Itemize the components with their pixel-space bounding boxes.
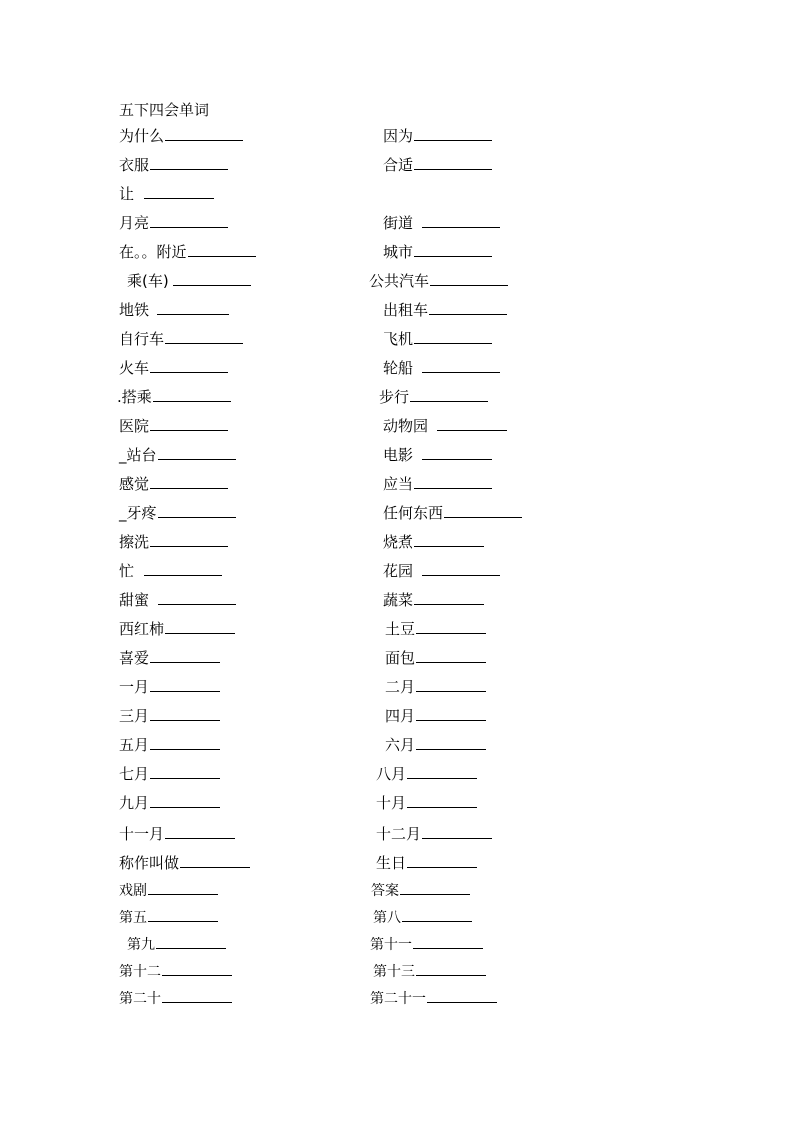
vocab-term: 第十一: [370, 937, 412, 953]
answer-blank[interactable]: [150, 545, 228, 547]
vocab-term: 八月: [376, 765, 407, 783]
vocab-item: [383, 532, 484, 552]
vocab-term: 第九: [127, 937, 155, 953]
vocab-item: [376, 853, 477, 873]
answer-blank[interactable]: [148, 920, 218, 922]
vocab-item: [119, 989, 232, 1009]
vocab-item: [383, 416, 507, 436]
answer-blank[interactable]: [165, 342, 243, 344]
vocab-item: [119, 561, 222, 581]
vocab-term: 九月: [119, 794, 150, 812]
vocab-item: [119, 155, 228, 175]
answer-blank[interactable]: [407, 777, 477, 779]
vocab-item: [383, 445, 492, 465]
vocab-term: 合适: [383, 156, 414, 174]
answer-blank[interactable]: [414, 139, 492, 141]
answer-blank[interactable]: [416, 690, 486, 692]
answer-blank[interactable]: [427, 1001, 497, 1003]
vocab-term: _牙疼: [119, 504, 157, 522]
vocab-item: [119, 445, 236, 465]
answer-blank[interactable]: [148, 893, 218, 895]
vocab-term: 让: [119, 185, 135, 203]
vocab-term: 二月: [385, 678, 416, 696]
vocab-term: 轮船: [383, 359, 414, 377]
answer-blank[interactable]: [150, 690, 220, 692]
vocab-term: 衣服: [119, 156, 150, 174]
vocab-term: 花园: [383, 562, 414, 580]
vocab-item: [119, 706, 220, 726]
vocab-term: 甜蜜: [119, 591, 150, 609]
vocab-item: [383, 213, 500, 233]
vocab-item: [127, 935, 226, 955]
vocab-term: 第十三: [373, 964, 415, 980]
vocab-term: 火车: [119, 359, 150, 377]
vocab-item: [385, 648, 486, 668]
vocab-term: 公共汽车: [369, 272, 430, 290]
vocab-term: 城市: [383, 243, 414, 261]
answer-blank[interactable]: [150, 661, 220, 663]
answer-blank[interactable]: [422, 574, 500, 576]
vocab-item: [383, 329, 492, 349]
vocab-item: [376, 793, 477, 813]
vocab-term: 十二月: [376, 825, 422, 843]
answer-blank[interactable]: [162, 974, 232, 976]
vocab-term: 因为: [383, 127, 414, 145]
answer-blank[interactable]: [150, 429, 228, 431]
vocab-item: [383, 155, 492, 175]
vocab-item: [119, 126, 243, 146]
vocab-term: 感觉: [119, 475, 150, 493]
answer-blank[interactable]: [414, 487, 492, 489]
page-title: 五下四会单词: [119, 101, 210, 119]
vocab-item: [119, 793, 220, 813]
vocab-item: [119, 648, 220, 668]
answer-blank[interactable]: [422, 371, 500, 373]
answer-blank[interactable]: [402, 920, 472, 922]
answer-blank[interactable]: [407, 866, 477, 868]
vocab-term: 忙: [119, 562, 135, 580]
vocab-term: .搭乘: [117, 388, 152, 406]
vocab-item: [383, 561, 500, 581]
answer-blank[interactable]: [150, 777, 220, 779]
answer-blank[interactable]: [144, 574, 222, 576]
vocab-item: [119, 908, 218, 928]
answer-blank[interactable]: [414, 603, 484, 605]
vocab-item: [119, 735, 220, 755]
vocab-term: 第五: [119, 910, 147, 926]
vocab-item: [383, 126, 492, 146]
vocab-item: [119, 474, 228, 494]
answer-blank[interactable]: [422, 226, 500, 228]
answer-blank[interactable]: [165, 139, 243, 141]
answer-blank[interactable]: [158, 516, 236, 518]
answer-blank[interactable]: [407, 806, 477, 808]
vocab-term: 十月: [376, 794, 407, 812]
vocab-term: 称作叫做: [119, 854, 180, 872]
vocab-term: 六月: [385, 736, 416, 754]
answer-blank[interactable]: [150, 719, 220, 721]
vocab-term: 第二十: [119, 991, 161, 1007]
vocab-term: 戏剧: [119, 883, 147, 899]
answer-blank[interactable]: [422, 458, 492, 460]
vocab-term: 电影: [383, 446, 414, 464]
vocab-item: [119, 184, 214, 204]
answer-blank[interactable]: [173, 284, 251, 286]
vocab-item: [119, 853, 250, 873]
vocab-item: [119, 242, 256, 262]
vocab-term: 自行车: [119, 330, 165, 348]
vocab-term: 四月: [385, 707, 416, 725]
vocab-item: [119, 590, 236, 610]
vocab-term: 土豆: [385, 620, 416, 638]
vocab-term: 擦洗: [119, 533, 150, 551]
vocab-term: 面包: [385, 649, 416, 667]
vocab-term: 西红柿: [119, 620, 165, 638]
answer-blank[interactable]: [416, 719, 486, 721]
answer-blank[interactable]: [150, 487, 228, 489]
vocab-term: _站台: [119, 446, 157, 464]
answer-blank[interactable]: [414, 342, 492, 344]
vocab-term: 第十二: [119, 964, 161, 980]
answer-blank[interactable]: [158, 458, 236, 460]
answer-blank[interactable]: [414, 168, 492, 170]
vocab-term: 任何东西: [383, 504, 444, 522]
vocab-term: 街道: [383, 214, 414, 232]
vocab-item: [119, 881, 218, 901]
answer-blank[interactable]: [416, 974, 486, 976]
vocab-item: [385, 619, 486, 639]
vocab-item: [370, 935, 483, 955]
vocab-item: [119, 416, 228, 436]
vocab-item: [385, 706, 486, 726]
vocab-item: [376, 764, 477, 784]
vocab-term: 地铁: [119, 301, 150, 319]
answer-blank[interactable]: [165, 837, 235, 839]
vocab-item: [119, 619, 235, 639]
answer-blank[interactable]: [444, 516, 522, 518]
answer-blank[interactable]: [180, 866, 250, 868]
answer-blank[interactable]: [188, 255, 256, 257]
answer-blank[interactable]: [150, 226, 228, 228]
vocab-item: [383, 503, 522, 523]
vocab-term: 月亮: [119, 214, 150, 232]
vocab-item: [119, 213, 228, 233]
answer-blank[interactable]: [437, 429, 507, 431]
vocab-item: [119, 503, 236, 523]
vocab-term: 乘(车): [127, 272, 169, 290]
vocab-item: [371, 881, 470, 901]
vocab-term: 在。。附近: [119, 243, 187, 261]
answer-blank[interactable]: [150, 748, 220, 750]
vocab-term: 五月: [119, 736, 150, 754]
answer-blank[interactable]: [429, 313, 507, 315]
vocab-item: [119, 824, 235, 844]
answer-blank[interactable]: [153, 400, 231, 402]
vocab-item: [370, 989, 497, 1009]
answer-blank[interactable]: [414, 255, 492, 257]
vocab-term: 答案: [371, 883, 399, 899]
vocab-item: [119, 329, 243, 349]
vocab-item: [119, 677, 220, 697]
vocab-item: [383, 300, 507, 320]
vocab-term: 七月: [119, 765, 150, 783]
vocab-term: 医院: [119, 417, 150, 435]
vocab-term: 飞机: [383, 330, 414, 348]
vocab-item: [385, 735, 486, 755]
vocab-term: 第八: [373, 910, 401, 926]
vocab-item: [383, 358, 500, 378]
answer-blank[interactable]: [158, 603, 236, 605]
vocab-term: 一月: [119, 678, 150, 696]
answer-blank[interactable]: [144, 197, 214, 199]
vocab-term: 十一月: [119, 825, 165, 843]
vocab-item: [119, 962, 232, 982]
vocab-term: 第二十一: [370, 991, 426, 1007]
vocab-item: [373, 908, 472, 928]
vocab-term: 喜爱: [119, 649, 150, 667]
vocab-term: 为什么: [119, 127, 165, 145]
answer-blank[interactable]: [416, 661, 486, 663]
vocab-term: 蔬菜: [383, 591, 414, 609]
vocab-item: [127, 271, 251, 291]
answer-blank[interactable]: [150, 168, 228, 170]
vocab-term: 出租车: [383, 301, 429, 319]
answer-blank[interactable]: [430, 284, 508, 286]
vocab-term: 动物园: [383, 417, 429, 435]
vocab-term: 三月: [119, 707, 150, 725]
answer-blank[interactable]: [416, 632, 486, 634]
vocab-item: [373, 962, 486, 982]
vocab-item: [119, 532, 228, 552]
answer-blank[interactable]: [150, 806, 220, 808]
vocab-item: [117, 387, 231, 407]
vocab-term: 烧煮: [383, 533, 414, 551]
answer-blank[interactable]: [400, 893, 470, 895]
answer-blank[interactable]: [416, 748, 486, 750]
answer-blank[interactable]: [165, 632, 235, 634]
vocab-item: [119, 300, 229, 320]
vocab-item: [119, 764, 220, 784]
vocab-item: [383, 242, 492, 262]
vocab-item: [369, 271, 508, 291]
vocab-item: [383, 590, 484, 610]
vocab-item: [383, 474, 492, 494]
answer-blank[interactable]: [156, 947, 226, 949]
vocab-item: [379, 387, 488, 407]
vocab-term: 应当: [383, 475, 414, 493]
answer-blank[interactable]: [422, 837, 492, 839]
answer-blank[interactable]: [413, 947, 483, 949]
vocab-item: [385, 677, 486, 697]
vocab-item: [376, 824, 492, 844]
vocab-term: 步行: [379, 388, 410, 406]
vocab-term: 生日: [376, 854, 407, 872]
vocab-item: [119, 358, 228, 378]
answer-blank[interactable]: [414, 545, 484, 547]
answer-blank[interactable]: [162, 1001, 232, 1003]
answer-blank[interactable]: [150, 371, 228, 373]
answer-blank[interactable]: [157, 313, 229, 315]
answer-blank[interactable]: [410, 400, 488, 402]
